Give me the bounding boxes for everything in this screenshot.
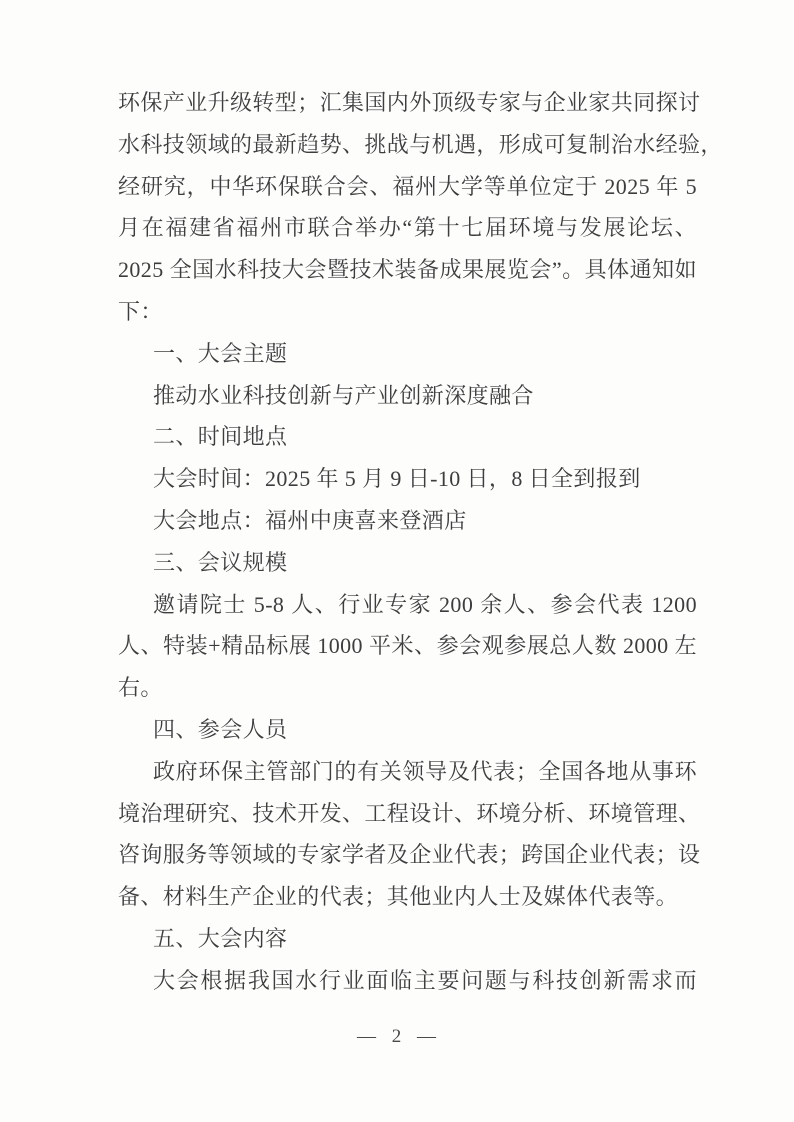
paragraph-line: 月在福建省福州市联合举办“第十七届环境与发展论坛、 bbox=[118, 215, 697, 241]
paragraph-line: 经研究，中华环保联合会、福州大学等单位定于 2025 年 5 bbox=[118, 173, 697, 199]
paragraph-line: 环保产业升级转型；汇集国内外顶级专家与企业家共同探讨 bbox=[118, 90, 701, 115]
heading-line: 三、会议规模 bbox=[153, 549, 288, 575]
paragraph-line: 右。 bbox=[118, 675, 163, 701]
paragraph-line: 下： bbox=[118, 298, 163, 324]
paragraph-line: 水科技领域的最新趋势、挑战与机遇，形成可复制治水经验， bbox=[118, 131, 723, 157]
paragraph-line: 大会根据我国水行业面临主要问题与科技创新需求而 bbox=[153, 967, 697, 993]
paragraph-line: 咨询服务等领域的专家学者及企业代表；跨国企业代表；设 bbox=[118, 842, 701, 868]
paragraph-line: 邀请院士 5-8 人、行业专家 200 余人、参会代表 1200 bbox=[153, 591, 697, 617]
paragraph-line: 大会时间：2025 年 5 月 9 日-10 日，8 日全到报到 bbox=[153, 466, 641, 492]
paragraph-line: 备、材料生产企业的代表；其他业内人士及媒体代表等。 bbox=[118, 884, 679, 910]
paragraph-line: 大会地点：福州中庚喜来登酒店 bbox=[153, 507, 467, 533]
heading-line: 一、大会主题 bbox=[153, 340, 288, 366]
page-number: — 2 — bbox=[357, 1026, 437, 1047]
document-body bbox=[118, 82, 723, 1002]
paragraph-line: 2025 全国水科技大会暨技术装备成果展览会”。具体通知如 bbox=[118, 257, 697, 283]
paragraph-line: 人、特装+精品标展 1000 平米、参会观参展总人数 2000 左 bbox=[118, 633, 697, 659]
paragraph-line: 境治理研究、技术开发、工程设计、环境分析、环境管理、 bbox=[118, 800, 701, 826]
heading-line: 二、时间地点 bbox=[153, 424, 288, 450]
paragraph-line: 政府环保主管部门的有关领导及代表；全国各地从事环 bbox=[153, 758, 697, 784]
paragraph-line: 推动水业科技创新与产业创新深度融合 bbox=[153, 382, 534, 408]
heading-line: 五、大会内容 bbox=[153, 925, 288, 951]
page-footer bbox=[0, 1026, 794, 1048]
heading-line: 四、参会人员 bbox=[153, 716, 288, 742]
